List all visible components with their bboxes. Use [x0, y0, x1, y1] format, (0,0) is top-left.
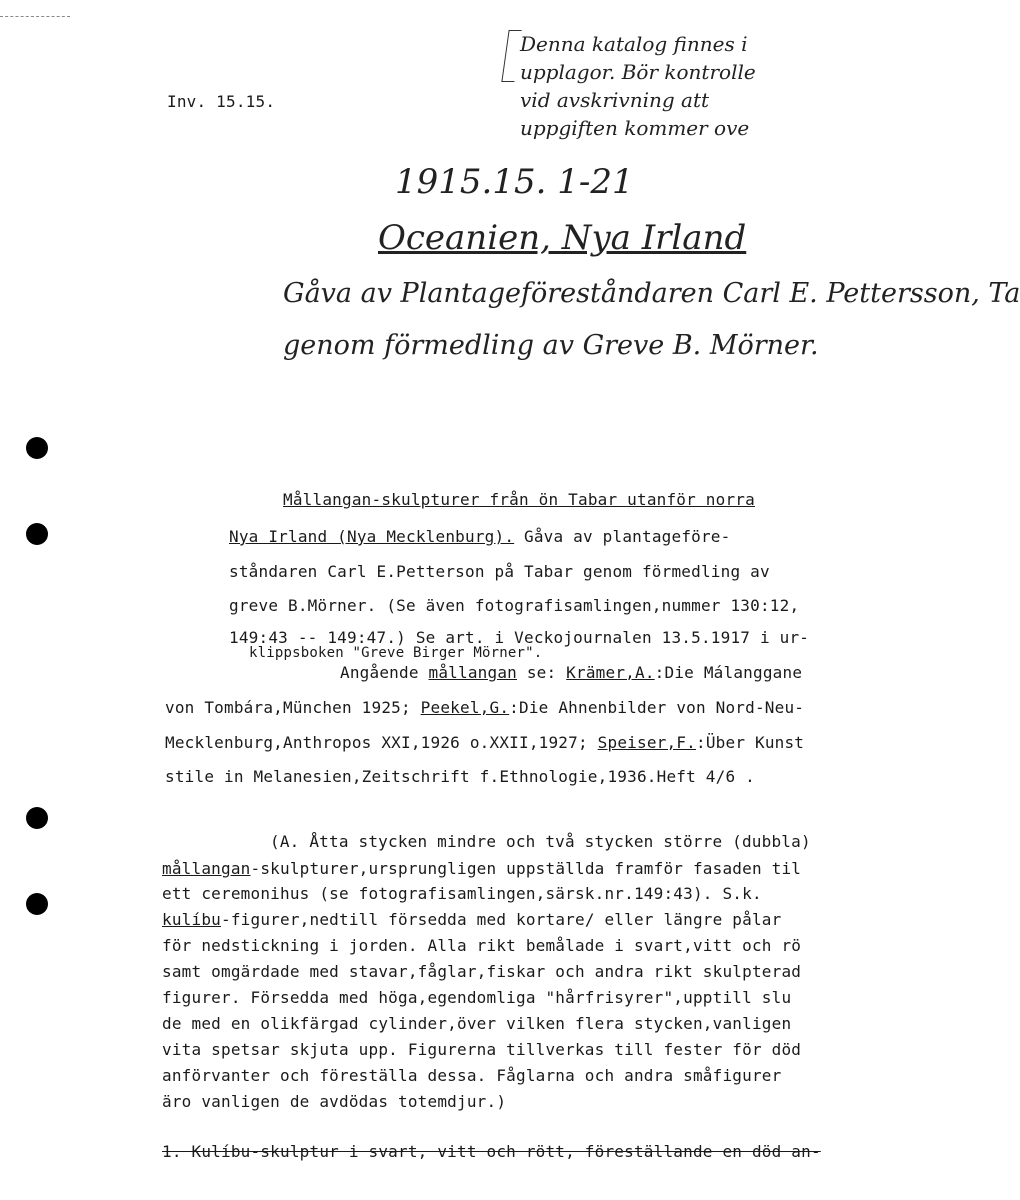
text-run: :Die Ahnenbilder von Nord-Neu- [509, 698, 805, 717]
underlined-term: mållangan [162, 859, 251, 878]
text-run: von Tombára,München 1925; [165, 698, 421, 717]
punch-hole [26, 893, 48, 915]
text-line: klippsboken "Greve Birger Mörner". [249, 645, 543, 661]
author-name: Peekel,G. [420, 698, 510, 717]
punch-hole [26, 437, 48, 459]
text-line: greve B.Mörner. (Se även fotografisamlingen,nummer 130:12, [229, 596, 800, 615]
punch-hole [26, 523, 48, 545]
text-run: Gåva av plantageföre- [514, 527, 731, 546]
text-run: :Die Málanggane [654, 663, 803, 682]
note-line: uppgiften kommer ove [520, 116, 750, 140]
underlined-term: kulíbu [162, 910, 221, 929]
text-run: Angående [340, 663, 429, 682]
struck-item-line: 1. Kulíbu-skulptur i svart, vitt och rött, föreställande en död an- [162, 1142, 821, 1161]
text-run: se: [517, 663, 567, 682]
text-line: stile in Melanesien,Zeitschrift f.Ethnologie,1936.Heft 4/6 . [165, 767, 755, 786]
text-line [165, 698, 804, 717]
author-name: Krämer,A. [566, 663, 655, 682]
underlined-term: mållangan [428, 663, 517, 682]
text-line [340, 663, 802, 682]
text-line: för nedstickning i jorden. Alla rikt bemålade i svart,vitt och rö [162, 936, 802, 955]
text-line [165, 733, 804, 752]
donation-line-2: genom förmedling av Greve B. Mörner. [283, 330, 819, 361]
text-line: vita spetsar skjuta upp. Figurerna tillverkas till fester för död [162, 1040, 802, 1059]
section-title: Mållangan-skulpturer från ön Tabar utanför norra [283, 490, 755, 509]
text-line [229, 527, 730, 546]
note-line: upplagor. Bör kontrolle [520, 60, 756, 84]
text-line: figurer. Försedda med höga,egendomliga "hårfrisyrer",upptill slu [162, 988, 792, 1007]
punch-hole [26, 807, 48, 829]
text-line: äro vanligen de avdödas totemdjur.) [162, 1092, 507, 1111]
text-line: ett ceremonihus (se fotografisamlingen,särsk.nr.149:43). S.k. [162, 884, 762, 903]
text-run: :Über Kunst [695, 733, 805, 752]
text-line [162, 910, 781, 929]
author-name: Speiser,F. [597, 733, 696, 752]
place-name: Nya Irland (Nya Mecklenburg). [229, 527, 515, 546]
text-line: (A. Åtta stycken mindre och två stycken större (dubbla) [270, 832, 811, 851]
donation-line-1: Gåva av Plantageföreståndaren Carl E. Pettersson, Ta [283, 278, 1020, 309]
text-line: anförvanter och föreställa dessa. Fåglarna och andra småfigurer [162, 1066, 782, 1085]
note-line: Denna katalog finnes i [520, 32, 748, 56]
note-bracket [501, 30, 521, 82]
text-run: Mecklenburg,Anthropos XXI,1926 o.XXII,1927; [165, 733, 598, 752]
inventory-label: Inv. 15.15. [167, 92, 276, 111]
note-line: vid avskrivning att [520, 88, 710, 112]
text-run: -figurer,nedtill försedda med kortare/ eller längre pålar [221, 910, 782, 929]
region-heading: Oceanien, Nya Irland [378, 218, 747, 258]
text-run: -skulpturer,ursprungligen uppställda framför fasaden til [250, 859, 802, 878]
text-line [162, 859, 801, 878]
text-line: 149:43 -- 149:47.) Se art. i Veckojournalen 13.5.1917 i ur- [229, 628, 810, 647]
top-dash-mark [0, 16, 70, 17]
text-line: ståndaren Carl E.Petterson på Tabar genom förmedling av [229, 562, 770, 581]
text-line: de med en olikfärgad cylinder,över vilken flera stycken,vanligen [162, 1014, 792, 1033]
text-line: samt omgärdade med stavar,fåglar,fiskar och andra rikt skulpterad [162, 962, 802, 981]
catalog-number: 1915.15. 1-21 [395, 162, 634, 202]
